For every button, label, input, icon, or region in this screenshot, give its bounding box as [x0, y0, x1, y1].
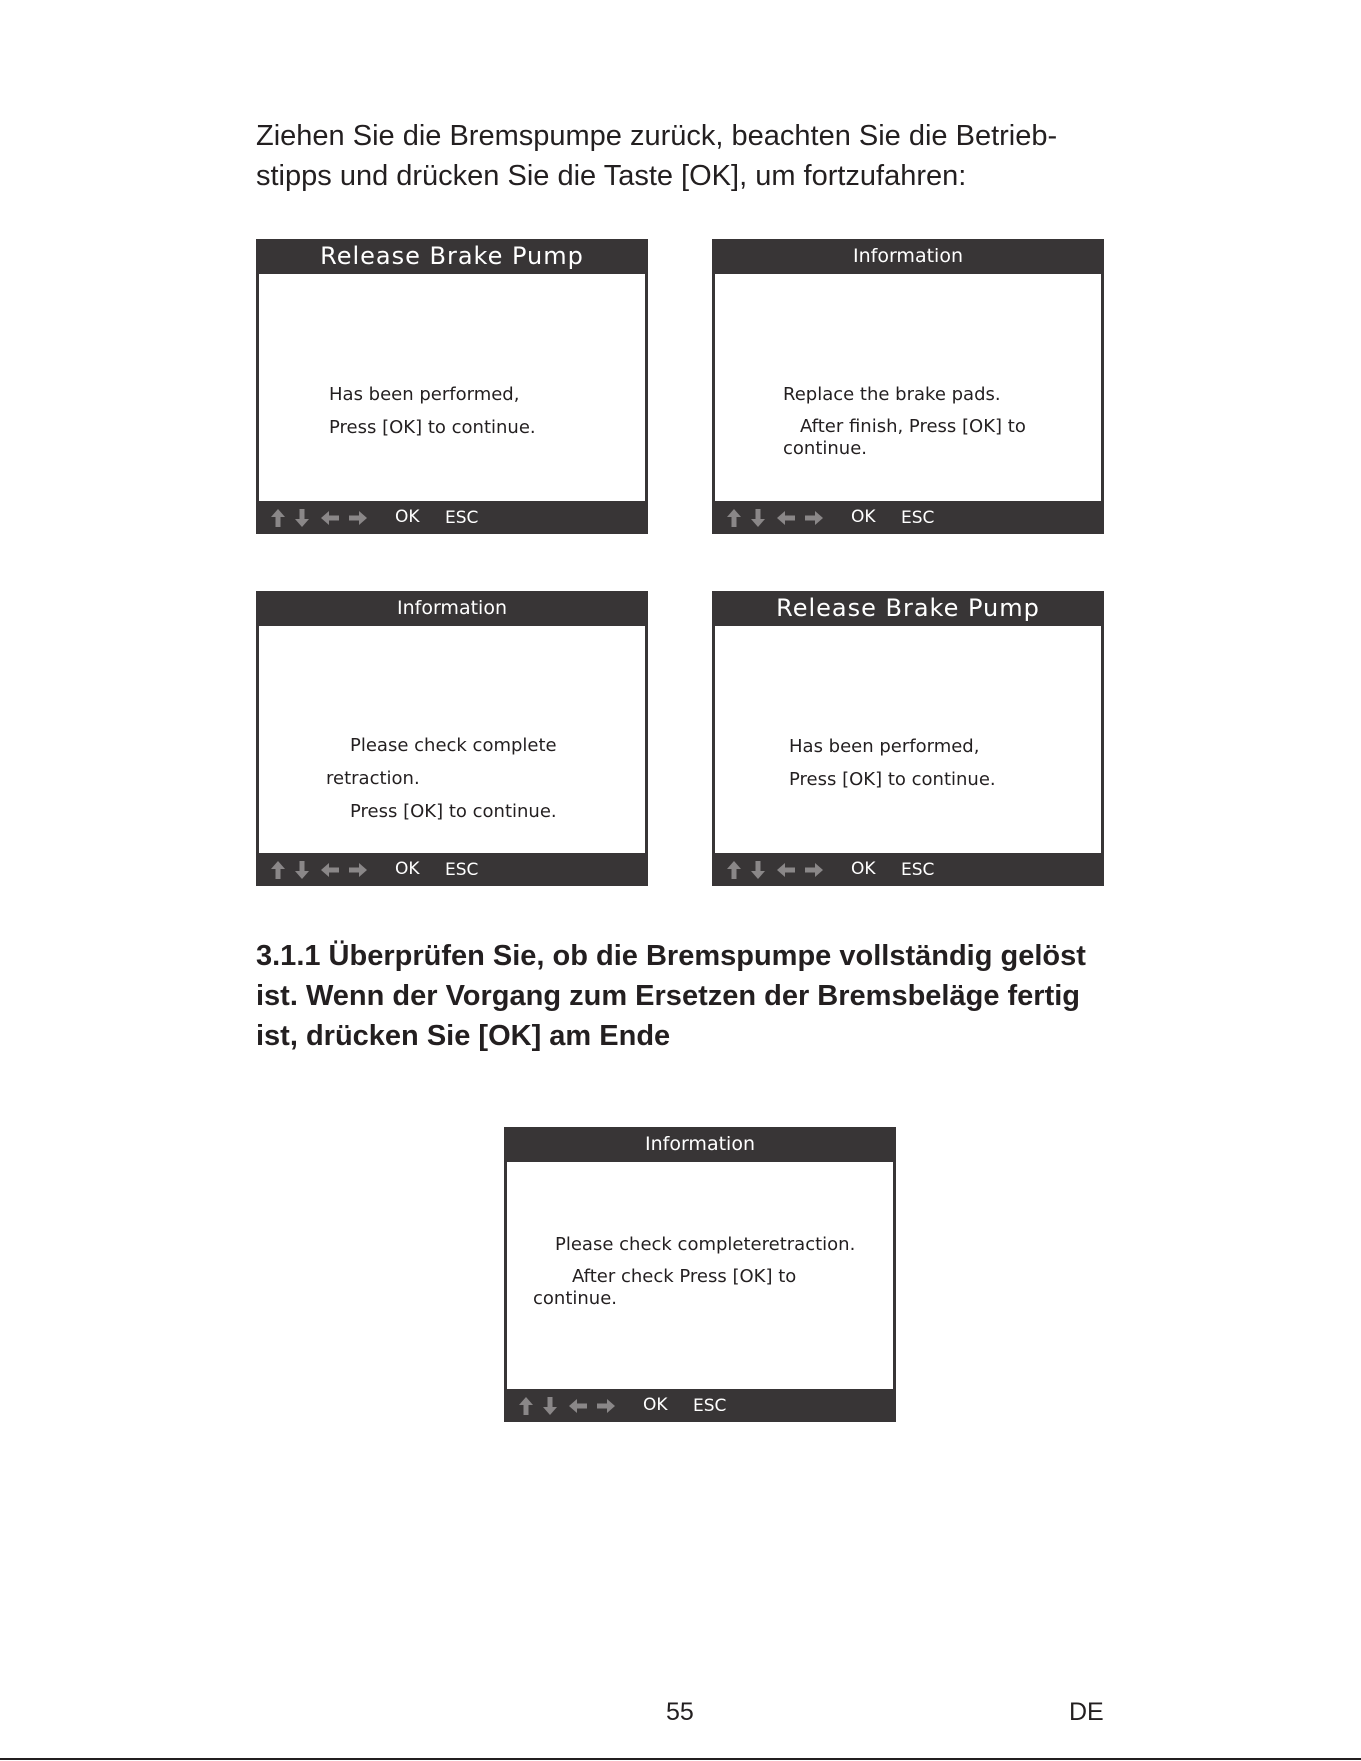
- ok-button[interactable]: OK: [851, 859, 876, 879]
- ok-button[interactable]: OK: [395, 507, 420, 527]
- arrow-up-icon[interactable]: [727, 509, 741, 527]
- arrow-down-icon[interactable]: [295, 509, 309, 527]
- page-bottom-rule: [0, 1758, 1361, 1760]
- screen-body: [259, 274, 645, 501]
- arrow-up-icon[interactable]: [271, 861, 285, 879]
- screen-information-1: [712, 239, 1104, 534]
- section-heading: [256, 936, 1136, 1056]
- arrow-icons: [270, 860, 370, 880]
- screen-footer: [504, 1389, 896, 1422]
- screen-title: Release Brake Pump: [320, 242, 584, 270]
- screen-body: [715, 274, 1101, 501]
- arrow-down-icon[interactable]: [295, 861, 309, 879]
- intro-paragraph: [256, 116, 1116, 196]
- ok-button[interactable]: OK: [395, 859, 420, 879]
- screen-title: Information: [853, 245, 963, 267]
- screen-information-2: [256, 591, 648, 886]
- screen-line: Press [OK] to continue.: [350, 801, 557, 822]
- arrow-left-icon[interactable]: [321, 863, 339, 877]
- screen-footer: [712, 853, 1104, 886]
- heading-line-3: ist, drücken Sie [OK] am Ende: [256, 1020, 671, 1052]
- screen-line: After check Press [OK] to: [572, 1266, 797, 1287]
- nav-arrows[interactable]: [726, 508, 826, 528]
- screen-body: [507, 1162, 893, 1389]
- screen-title: Information: [645, 1133, 755, 1155]
- ok-button[interactable]: OK: [851, 507, 876, 527]
- screen-line: continue.: [533, 1288, 617, 1309]
- screen-footer: [256, 501, 648, 534]
- nav-arrows[interactable]: [518, 1396, 618, 1416]
- page-number: 55: [666, 1698, 694, 1726]
- screen-footer: [256, 853, 648, 886]
- screen-line: Replace the brake pads.: [783, 384, 1001, 405]
- screen-line: Please check completeretraction.: [555, 1234, 856, 1255]
- arrow-left-icon[interactable]: [321, 511, 339, 525]
- arrow-right-icon[interactable]: [349, 863, 367, 877]
- screen-footer: [712, 501, 1104, 534]
- nav-arrows[interactable]: [726, 860, 826, 880]
- intro-line-1: Ziehen Sie die Bremspumpe zurück, beachten Sie die Betrieb-: [256, 120, 1058, 152]
- arrow-left-icon[interactable]: [777, 863, 795, 877]
- arrow-icons: [726, 508, 826, 528]
- arrow-icons: [726, 860, 826, 880]
- arrow-icons: [270, 508, 370, 528]
- screen-line: Please check complete: [350, 735, 557, 756]
- arrow-up-icon[interactable]: [271, 509, 285, 527]
- screen-line: Has been performed,: [789, 736, 980, 757]
- screen-body: [715, 626, 1101, 853]
- arrow-down-icon[interactable]: [751, 861, 765, 879]
- arrow-up-icon[interactable]: [519, 1397, 533, 1415]
- intro-line-2: stipps und drücken Sie die Taste [OK], um fortzufahren:: [256, 160, 967, 192]
- arrow-right-icon[interactable]: [597, 1399, 615, 1413]
- arrow-left-icon[interactable]: [777, 511, 795, 525]
- nav-arrows[interactable]: [270, 860, 370, 880]
- arrow-down-icon[interactable]: [751, 509, 765, 527]
- arrow-down-icon[interactable]: [543, 1397, 557, 1415]
- arrow-icons: [518, 1396, 618, 1416]
- nav-arrows[interactable]: [270, 508, 370, 528]
- heading-line-2: ist. Wenn der Vorgang zum Ersetzen der Bremsbeläge fertig: [256, 980, 1081, 1012]
- esc-button[interactable]: ESC: [445, 860, 479, 880]
- arrow-right-icon[interactable]: [805, 511, 823, 525]
- screen-title: Information: [397, 597, 507, 619]
- screen-line: retraction.: [326, 768, 420, 789]
- screen-line: continue.: [783, 438, 867, 459]
- screen-body: [259, 626, 645, 853]
- esc-button[interactable]: ESC: [901, 860, 935, 880]
- screen-line: After finish, Press [OK] to: [800, 416, 1026, 437]
- arrow-right-icon[interactable]: [349, 511, 367, 525]
- arrow-right-icon[interactable]: [805, 863, 823, 877]
- heading-line-1: 3.1.1 Überprüfen Sie, ob die Bremspumpe vollständig gelöst: [256, 940, 1086, 972]
- ok-button[interactable]: OK: [643, 1395, 668, 1415]
- esc-button[interactable]: ESC: [901, 508, 935, 528]
- arrow-up-icon[interactable]: [727, 861, 741, 879]
- esc-button[interactable]: ESC: [693, 1396, 727, 1416]
- screen-title: Release Brake Pump: [776, 594, 1040, 622]
- screen-release-brake-pump-1: [256, 239, 648, 534]
- screen-line: Press [OK] to continue.: [329, 417, 536, 438]
- screen-line: Has been performed,: [329, 384, 520, 405]
- esc-button[interactable]: ESC: [445, 508, 479, 528]
- screen-information-3: [504, 1127, 896, 1422]
- language-code: DE: [1069, 1698, 1104, 1726]
- screen-release-brake-pump-2: [712, 591, 1104, 886]
- screen-line: Press [OK] to continue.: [789, 769, 996, 790]
- arrow-left-icon[interactable]: [569, 1399, 587, 1413]
